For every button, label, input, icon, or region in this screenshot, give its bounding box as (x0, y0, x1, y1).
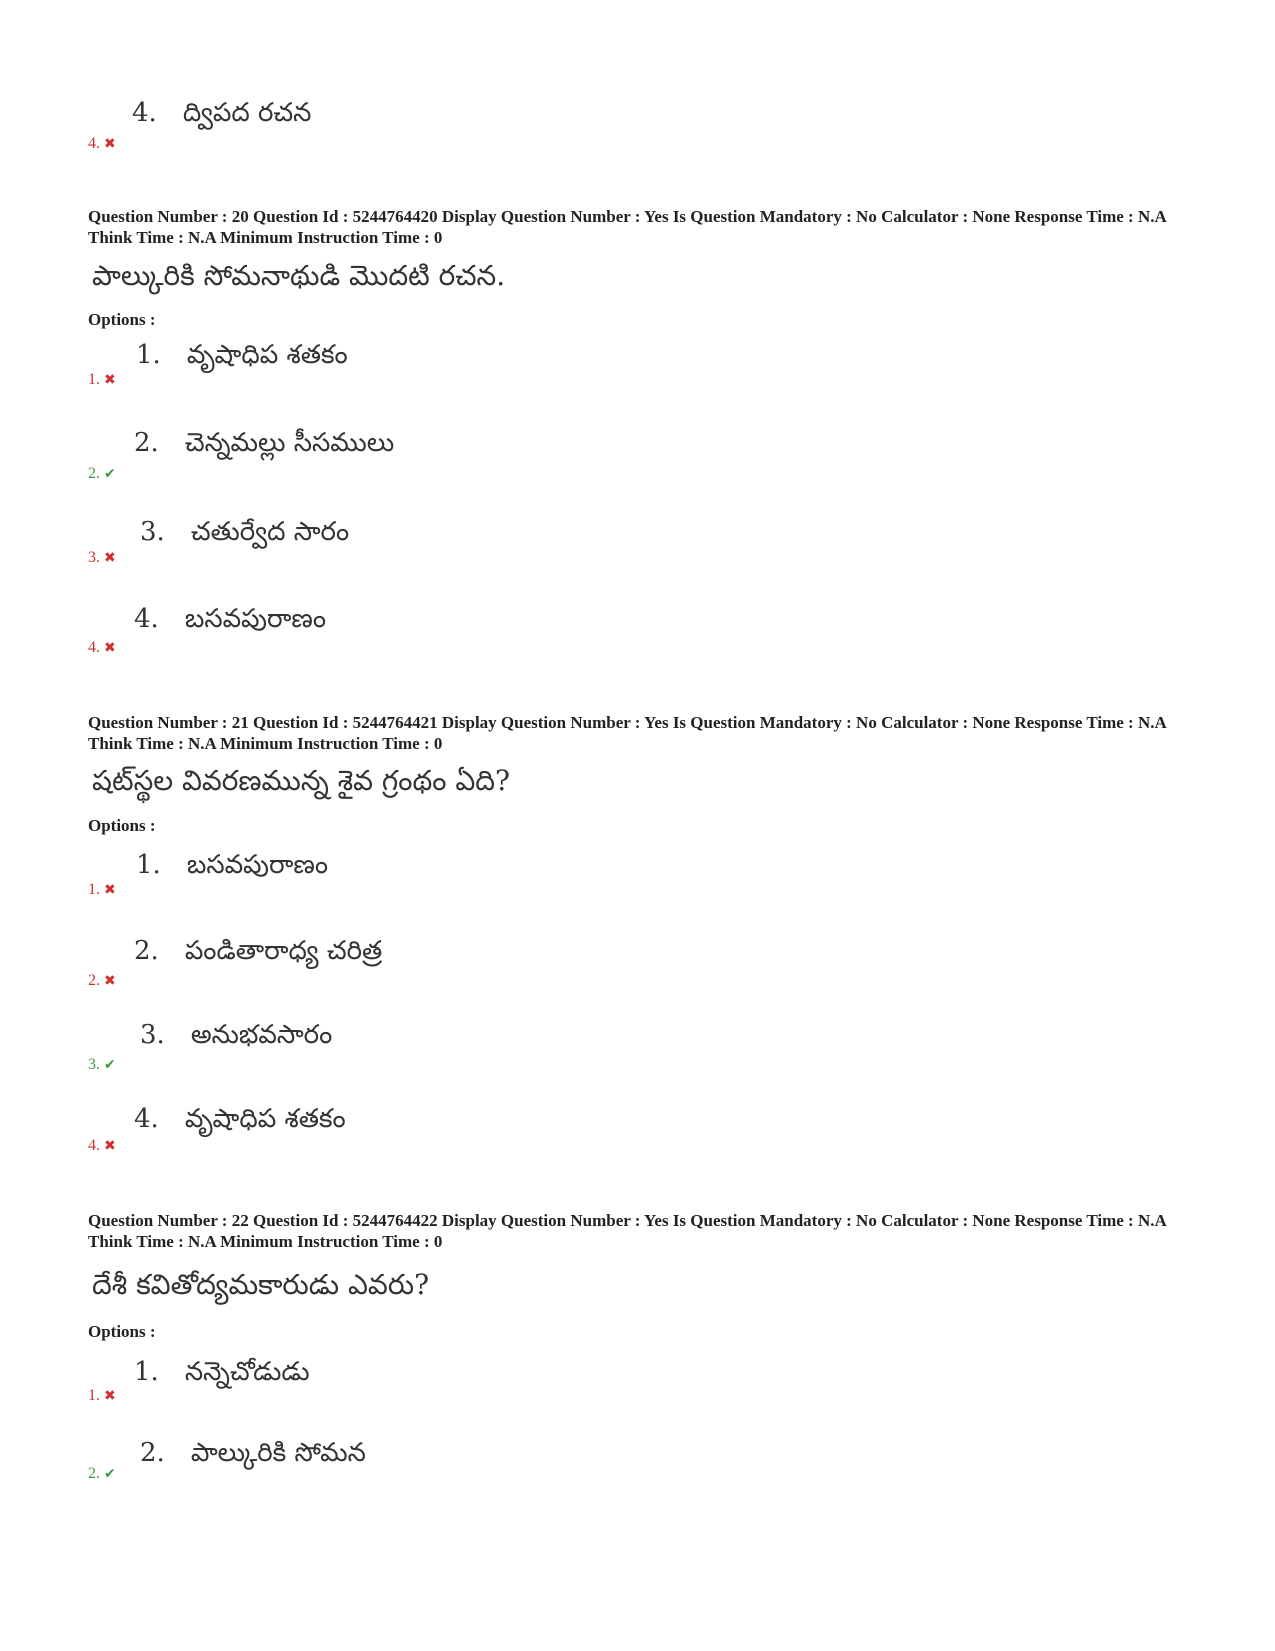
mark-number: 2. (88, 1465, 100, 1482)
option-label: చెన్నమల్లు సీసములు (184, 428, 395, 458)
cross-icon: ✖ (104, 640, 116, 656)
option-mark (88, 1138, 116, 1154)
question-meta: Question Number : 21 Question Id : 5244764421 Display Question Number : Yes Is Question Mandatory : No Calculator : None Response Time : N.A Think Time : N.A Minimum Instruction Time : 0 (88, 713, 1166, 753)
option-label: బసవపురాణం (186, 850, 329, 880)
option-mark (88, 882, 116, 898)
question-meta: Question Number : 20 Question Id : 5244764420 Display Question Number : Yes Is Question Mandatory : No Calculator : None Response Time : N.A Think Time : N.A Minimum Instruction Time : 0 (88, 207, 1166, 247)
option-label: బసవపురాణం (184, 604, 327, 634)
option-mark (88, 973, 116, 989)
option-mark (88, 372, 116, 388)
option-label: పాల్కురికి సోమన (190, 1438, 366, 1468)
mark-number: 4. (88, 639, 100, 656)
options-label: Options : (88, 1322, 156, 1341)
option-mark (88, 1466, 116, 1482)
mark-number: 4. (88, 135, 100, 152)
option-text (140, 519, 349, 545)
cross-icon: ✖ (104, 1138, 116, 1154)
option-label: వృషాధిప శతకం (184, 1104, 346, 1134)
carryover-option-text (132, 100, 311, 126)
option-mark (88, 1388, 116, 1404)
option-text (134, 606, 326, 632)
option-number: 2. (134, 428, 159, 458)
mark-number: 2. (88, 465, 100, 482)
option-number: 1. (136, 340, 161, 370)
option-text (134, 430, 394, 456)
cross-icon: ✖ (104, 1388, 116, 1404)
option-mark (88, 136, 116, 152)
question-text: పాల్కురికి సోమనాథుడి మొదటి రచన. (92, 259, 506, 292)
mark-number: 1. (88, 1387, 100, 1404)
option-mark (88, 1057, 116, 1073)
mark-number: 4. (88, 1137, 100, 1154)
mark-number: 3. (88, 549, 100, 566)
question-text: దేశీ కవితోద్యమకారుడు ఎవరు? (92, 1268, 430, 1301)
option-label: నన్నెచోడుడు (184, 1357, 310, 1387)
option-text (140, 1022, 332, 1048)
option-label: ద్విపద రచన (182, 98, 312, 128)
option-number: 2. (134, 936, 159, 966)
question-meta: Question Number : 22 Question Id : 5244764422 Display Question Number : Yes Is Question Mandatory : No Calculator : None Response Time : N.A Think Time : N.A Minimum Instruction Time : 0 (88, 1211, 1166, 1251)
cross-icon: ✖ (104, 136, 116, 152)
option-number: 4. (132, 98, 157, 128)
option-label: చతుర్వేద సారం (190, 517, 350, 547)
mark-number: 1. (88, 371, 100, 388)
question-text: షట్‌స్థల వివరణమున్న శైవ గ్రంథం ఏది? (92, 764, 511, 797)
option-text (134, 938, 382, 964)
cross-icon: ✖ (104, 882, 116, 898)
option-text (136, 342, 348, 368)
option-text (136, 852, 328, 878)
mark-number: 3. (88, 1056, 100, 1073)
mark-number: 1. (88, 881, 100, 898)
option-number: 2. (140, 1438, 165, 1468)
option-mark (88, 466, 116, 482)
option-number: 1. (136, 850, 161, 880)
check-icon: ✔ (104, 1466, 116, 1482)
option-label: వృషాధిప శతకం (186, 340, 348, 370)
option-number: 3. (140, 1020, 165, 1050)
option-mark (88, 550, 116, 566)
option-number: 1. (134, 1357, 159, 1387)
option-number: 4. (134, 604, 159, 634)
mark-number: 2. (88, 972, 100, 989)
cross-icon: ✖ (104, 550, 116, 566)
options-label: Options : (88, 816, 156, 835)
option-number: 4. (134, 1104, 159, 1134)
check-icon: ✔ (104, 1057, 116, 1073)
option-text (140, 1440, 366, 1466)
option-label: పండితారాధ్య చరిత్ర (184, 936, 383, 966)
option-text (134, 1106, 346, 1132)
cross-icon: ✖ (104, 973, 116, 989)
options-label: Options : (88, 310, 156, 329)
option-number: 3. (140, 517, 165, 547)
option-mark (88, 640, 116, 656)
option-text (134, 1359, 310, 1385)
option-label: అనుభవసారం (190, 1020, 333, 1050)
cross-icon: ✖ (104, 372, 116, 388)
check-icon: ✔ (104, 466, 116, 482)
